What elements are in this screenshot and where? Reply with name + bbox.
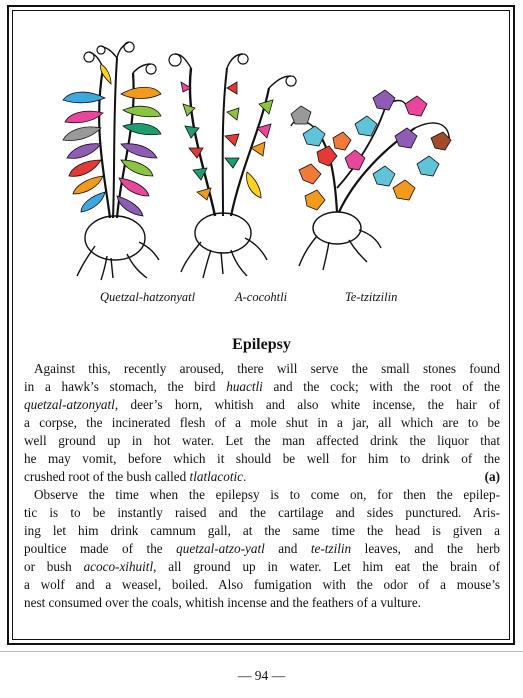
- page-title: Epilepsy: [232, 336, 291, 353]
- caption-a-cocohtli: A-cocohtli: [235, 290, 288, 304]
- footnote-mark: (a): [484, 469, 500, 484]
- plant-te-tzitzilin-leaves: [291, 90, 451, 210]
- paragraph-1-line: he may vomit, before which it should be well for him to drink of the: [24, 451, 500, 466]
- paragraph-1-line: in a hawk’s stomach, the bird huactli and the cock; with the root of the: [24, 379, 500, 394]
- paragraph-1-line: quetzal-atzonyatl, deer’s horn, whitish and also white incense, the hair of: [24, 397, 500, 412]
- paragraph-1-line: a corpse, the incinerated flesh of a mole shut in a jar, all which are to be: [24, 415, 500, 430]
- plant-a-cocohtli-leaves: [181, 82, 273, 200]
- paragraph-1-line: Against this, recently aroused, there will serve the small stones found: [34, 361, 500, 376]
- paragraph-2-line: tic is to be instantly raised and the cartilage and sides punctured. Aris-: [24, 505, 500, 520]
- paragraph-2-line: Observe the time when the epilepsy is to come on, for then the epilep-: [34, 487, 500, 502]
- paragraph-2-line: a wolf and a weasel, boiled. Also fumigation with the odor of a mouse’s: [24, 577, 500, 592]
- page-number: — 94 —: [237, 668, 286, 683]
- paragraph-2-line: poultice made of the quetzal-atzo-yatl and te-tzilin leaves, and the herb: [24, 541, 500, 556]
- caption-te-tzitzilin: Te-tzitzilin: [345, 290, 398, 304]
- paragraph-2-line: or bush acoco-xihuitl, all ground up in water. Let him eat the brain of: [24, 559, 500, 574]
- paragraph-2-line: ing let him drink camnum gall, at the same time the head is given a: [24, 523, 500, 538]
- paragraph-2-line: nest consumed over the coals, whitish incense and the feathers of a vulture.: [24, 595, 421, 610]
- herb-illustration: [55, 28, 465, 283]
- paragraph-1-line: crushed root of the bush called tlatlacotic.: [24, 469, 247, 484]
- caption-quetzal-hatzonyatl: Quetzal-hatzonyatl: [100, 290, 196, 304]
- paragraph-1-line: well ground up in hot water. Let the man affected drink the liquor that: [24, 433, 500, 448]
- plant-quetzal-leaves: [63, 64, 161, 216]
- page-separator: [0, 651, 523, 652]
